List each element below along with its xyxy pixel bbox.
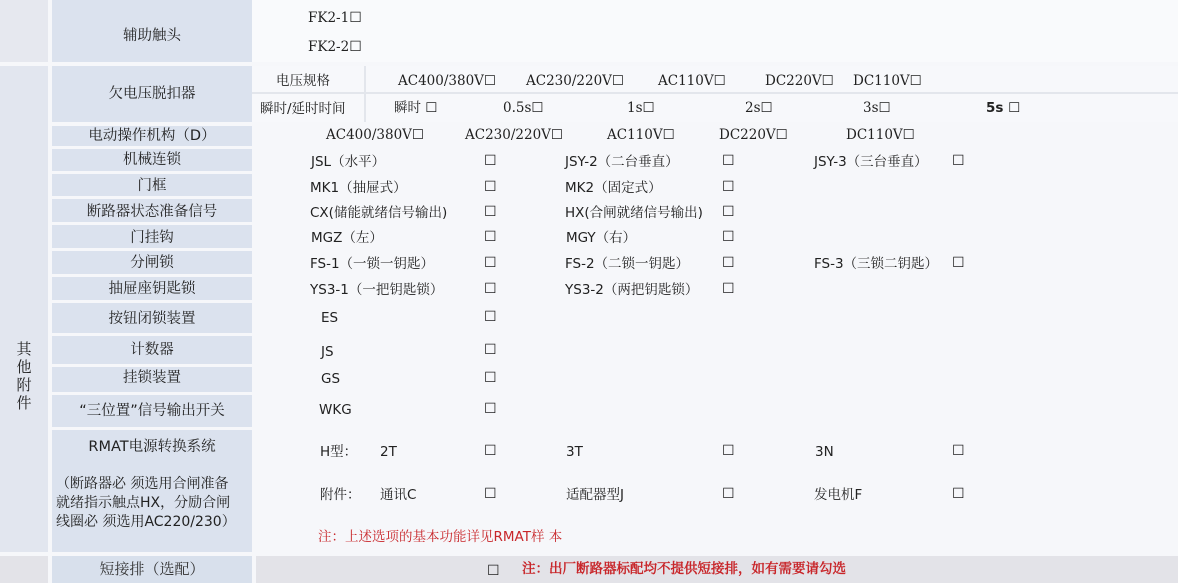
fk2-1-option[interactable] [308, 9, 362, 27]
option-js: JS [321, 344, 334, 360]
checkbox-wkg[interactable]: ☐ [484, 401, 497, 417]
uv-time-5s[interactable]: 5s ☐ [986, 100, 1021, 116]
row-label: 抽屉座钥匙锁 [108, 281, 196, 297]
option-hx: HX(合闸就绪信号输出) [565, 205, 703, 221]
vertical-char: 件 [16, 394, 32, 412]
row-label: 断路器状态准备信号 [86, 204, 218, 220]
rmat-note-line: 就绪指示触点HX，分励合闸 [56, 495, 231, 511]
motor-dc110[interactable]: DC110V☐ [846, 127, 915, 143]
rmat-note-line: 线圈必 须选用AC220/230） [56, 514, 236, 530]
option-generator-f: 发电机F [814, 487, 863, 503]
rmat-footnote: 注：上述选项的基本功能详见RMAT样 本 [318, 529, 563, 545]
rmat-label: RMAT电源转换系统 [88, 439, 216, 455]
uv-time-2s[interactable]: 2s☐ [745, 100, 773, 116]
option-ys3-1: YS3-1（一把钥匙锁） [310, 282, 444, 298]
option-mk1: MK1（抽屉式） [310, 180, 407, 196]
shorting-bar-checkbox[interactable]: ☐ [487, 563, 500, 579]
other-attachments-label [0, 340, 48, 412]
checkbox-generator-f[interactable]: ☐ [952, 486, 965, 502]
uv-voltage-ac110[interactable]: AC110V☐ [658, 73, 726, 89]
uv-voltage-ac400[interactable]: AC400/380V☐ [398, 73, 497, 89]
option-jsy-3: JSY-3（三台垂直） [814, 154, 928, 170]
motor-ac110[interactable]: AC110V☐ [607, 127, 675, 143]
checkbox-jsy-2[interactable]: ☐ [722, 153, 735, 169]
row-label: 挂锁装置 [123, 370, 181, 386]
option-jsy-2: JSY-2（二台垂直） [565, 154, 679, 170]
checkbox-adapter-j[interactable]: ☐ [722, 486, 735, 502]
row-label: “三位置”信号输出开关 [79, 403, 225, 419]
motor-ac230[interactable]: AC230/220V☐ [465, 127, 564, 143]
uv-time-3s[interactable]: 3s☐ [863, 100, 891, 116]
shorting-bar-label: 短接排（选配） [99, 560, 205, 578]
row-label: 分闸锁 [130, 255, 174, 271]
option-3t: 3T [566, 444, 583, 460]
checkbox-3n[interactable]: ☐ [952, 443, 965, 459]
option-wkg: WKG [319, 402, 352, 418]
option-mk2: MK2（固定式） [565, 180, 662, 196]
checkbox-fs-3[interactable]: ☐ [952, 255, 965, 271]
vertical-char: 附 [16, 376, 32, 394]
rmat-note-line: （断路器必 须选用合闸准备 [56, 476, 229, 492]
fk2-2-checkbox[interactable]: ☐ [349, 39, 362, 55]
option-fs-3: FS-3（三锁二钥匙） [814, 256, 939, 272]
vertical-char: 其 [16, 340, 32, 358]
checkbox-mgy[interactable]: ☐ [722, 229, 735, 245]
motor-operator-label: 电动操作机构（D） [88, 128, 216, 144]
uv-voltage-dc110[interactable]: DC110V☐ [853, 73, 922, 89]
checkbox-ys3-1[interactable]: ☐ [484, 281, 497, 297]
checkbox-3t[interactable]: ☐ [722, 443, 735, 459]
row-label: 门挂钩 [130, 230, 174, 246]
checkbox-2t[interactable]: ☐ [484, 443, 497, 459]
fk2-1-text: FK2-1 [308, 10, 350, 26]
option-fs-2: FS-2（二锁一钥匙） [565, 256, 690, 272]
option-mgz: MGZ（左） [311, 230, 383, 246]
checkbox-fs-2[interactable]: ☐ [722, 255, 735, 271]
accessory-label: 附件： [320, 487, 361, 503]
option-comm-c: 通讯C [380, 487, 417, 503]
fk2-1-checkbox[interactable]: ☐ [349, 10, 362, 26]
option-2t: 2T [380, 444, 397, 460]
option-gs: GS [321, 371, 341, 387]
option-ys3-2: YS3-2（两把钥匙锁） [565, 282, 699, 298]
uv-voltage-ac230[interactable]: AC230/220V☐ [526, 73, 625, 89]
option-es: ES [321, 310, 339, 326]
checkbox-jsl[interactable]: ☐ [484, 153, 497, 169]
checkbox-hx[interactable]: ☐ [722, 204, 735, 220]
option-cx: CX(储能就绪信号输出) [310, 205, 448, 221]
time-label: 瞬时/延时时间 [260, 101, 346, 117]
option-jsl: JSL（水平） [311, 154, 386, 170]
option-3n: 3N [815, 444, 834, 460]
checkbox-ys3-2[interactable]: ☐ [722, 281, 735, 297]
checkbox-mk1[interactable]: ☐ [484, 179, 497, 195]
uv-voltage-dc220[interactable]: DC220V☐ [765, 73, 834, 89]
checkbox-mgz[interactable]: ☐ [484, 229, 497, 245]
checkbox-js[interactable]: ☐ [484, 342, 497, 358]
row-label: 门框 [137, 178, 167, 194]
checkbox-fs-1[interactable]: ☐ [484, 255, 497, 271]
checkbox-es[interactable]: ☐ [484, 309, 497, 325]
h-type-label: H型： [320, 444, 358, 460]
uv-time-0-5s[interactable]: 0.5s☐ [503, 100, 544, 116]
uv-time-1s[interactable]: 1s☐ [627, 100, 655, 116]
shorting-bar-note: 注：出厂断路器标配均不提供短接排，如有需要请勾选 [522, 561, 846, 577]
motor-ac400[interactable]: AC400/380V☐ [326, 127, 425, 143]
fk2-2-text: FK2-2 [308, 39, 350, 55]
motor-dc220[interactable]: DC220V☐ [719, 127, 788, 143]
option-fs-1: FS-1（一锁一钥匙） [310, 256, 435, 272]
checkbox-cx[interactable]: ☐ [484, 204, 497, 220]
row-label: 按钮闭锁装置 [108, 311, 196, 327]
uv-time-instant[interactable]: 瞬时 ☐ [394, 100, 438, 116]
fk2-2-option[interactable] [308, 38, 362, 56]
option-mgy: MGY（右） [566, 230, 637, 246]
checkbox-mk2[interactable]: ☐ [722, 179, 735, 195]
checkbox-gs[interactable]: ☐ [484, 370, 497, 386]
checkbox-comm-c[interactable]: ☐ [484, 486, 497, 502]
aux-contact-label: 辅助触头 [123, 28, 181, 44]
row-label: 计数器 [130, 342, 174, 358]
row-label: 机械连锁 [123, 152, 181, 168]
vertical-char: 他 [16, 358, 32, 376]
checkbox-jsy-3[interactable]: ☐ [952, 153, 965, 169]
undervoltage-label: 欠电压脱扣器 [108, 86, 196, 102]
option-adapter-j: 适配器型J [566, 487, 624, 503]
voltage-spec-label: 电压规格 [276, 73, 330, 89]
